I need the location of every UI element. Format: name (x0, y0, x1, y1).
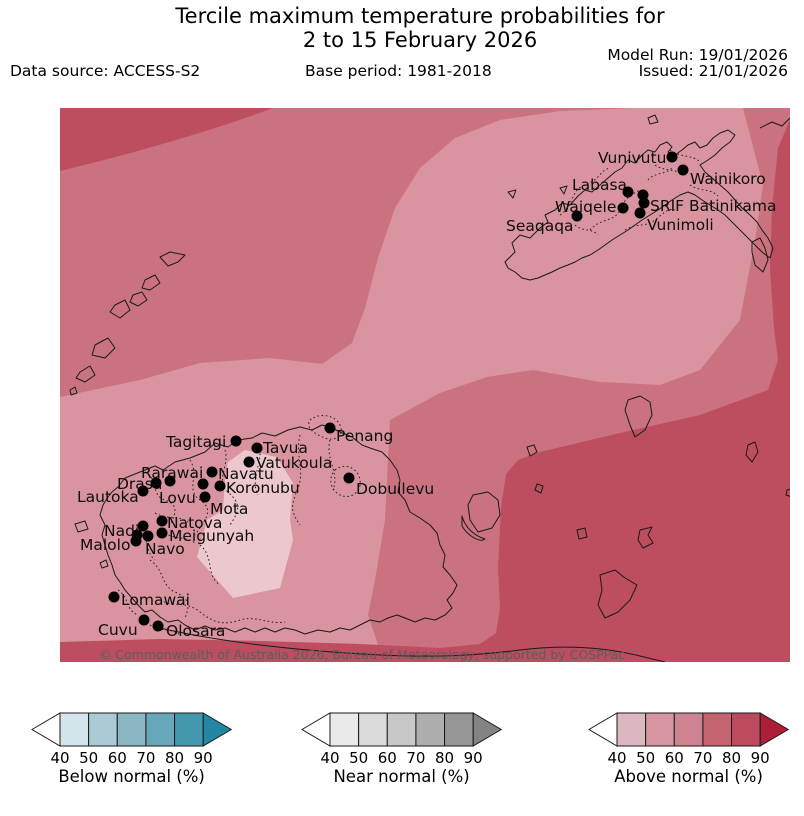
place-label: SRIF Batinikama (650, 197, 777, 215)
place-marker (139, 615, 150, 626)
legend-tick-label: 90 (750, 749, 770, 767)
place-marker (157, 516, 168, 527)
legend-arrow-right (203, 713, 231, 746)
legend-tick-label: 70 (406, 749, 426, 767)
place-label: Olosara (166, 622, 226, 640)
place-label: Penang (336, 427, 394, 445)
place-label: Meigunyah (169, 527, 255, 545)
place-label: Labasa (572, 176, 628, 194)
legend (32, 713, 231, 786)
place-marker (157, 528, 168, 539)
place-label: Mota (210, 500, 249, 518)
place-marker (207, 467, 218, 478)
legend-tick-label: 60 (107, 749, 127, 767)
legend (589, 713, 788, 786)
legend-segment (674, 713, 703, 746)
legend (302, 713, 501, 786)
legend-segment (175, 713, 204, 746)
place-label: Cuvu (98, 621, 138, 639)
legend-tick-label: 40 (320, 749, 340, 767)
place-label: Vatukoula (256, 454, 333, 472)
legend-segment (89, 713, 118, 746)
legend-arrow-left (32, 713, 60, 746)
legend-segment (330, 713, 359, 746)
probability-legends (0, 662, 804, 816)
place-label: Wainikoro (690, 170, 766, 188)
place-label: Waiqele (555, 198, 617, 216)
legend-arrow-left (589, 713, 617, 746)
place-label: Lomawai (121, 591, 190, 609)
copyright-notice: © Commonwealth of Australia 2026, Bureau of Meteorology, supported by COSPPac (98, 647, 626, 662)
place-marker (200, 492, 211, 503)
place-label: Malolo (80, 536, 131, 554)
legend-tick-label: 90 (193, 749, 213, 767)
place-label: Dobuilevu (356, 480, 435, 498)
legend-segment (387, 713, 416, 746)
place-label: Tagitagi (166, 433, 227, 451)
legend-tick-label: 80 (722, 749, 742, 767)
place-marker (618, 203, 629, 214)
legend-segment (60, 713, 89, 746)
title-line-2: 2 to 15 February 2026 (302, 28, 538, 52)
legend-segment (445, 713, 474, 746)
place-label: Vunimoli (647, 216, 714, 234)
place-label: Lautoka (77, 488, 139, 506)
base-period-label: Base period: 1981-2018 (305, 62, 492, 80)
legend-caption: Below normal (%) (58, 767, 205, 786)
probability-map (60, 108, 790, 662)
legend-arrow-right (473, 713, 501, 746)
legend-arrow-left (302, 713, 330, 746)
legend-caption: Above normal (%) (614, 767, 763, 786)
legend-tick-label: 40 (50, 749, 70, 767)
model-run-label: Model Run: 19/01/2026 (607, 46, 788, 64)
place-label: Lovu (159, 489, 196, 507)
map-canvas (60, 108, 790, 662)
place-label: Navatu (218, 465, 274, 483)
place-label: Nadi (104, 522, 140, 540)
legend-caption: Near normal (%) (333, 767, 470, 786)
place-label: Rarawai (141, 464, 204, 482)
place-marker (109, 592, 120, 603)
place-label: Tavua (263, 439, 308, 457)
legend-segment (146, 713, 175, 746)
legend-tick-label: 60 (664, 749, 684, 767)
legend-segment (732, 713, 761, 746)
place-marker (667, 152, 678, 163)
place-label: Natova (167, 514, 223, 532)
place-label: Navo (145, 540, 185, 558)
issued-label: Issued: 21/01/2026 (638, 62, 788, 80)
legend-tick-label: 70 (693, 749, 713, 767)
place-label: Seaqaqa (506, 217, 574, 235)
legend-tick-label: 70 (136, 749, 156, 767)
place-marker (678, 165, 689, 176)
legend-segment (703, 713, 732, 746)
legend-segment (117, 713, 146, 746)
place-marker (153, 621, 164, 632)
place-label: Koronubu (226, 479, 300, 497)
legend-tick-label: 50 (636, 749, 656, 767)
place-marker (325, 423, 336, 434)
legend-tick-label: 80 (435, 749, 455, 767)
legend-segment (359, 713, 388, 746)
legend-tick-label: 50 (79, 749, 99, 767)
place-marker (231, 436, 242, 447)
place-marker (639, 198, 650, 209)
legend-segment (416, 713, 445, 746)
place-marker (344, 473, 355, 484)
legend-tick-label: 60 (377, 749, 397, 767)
legend-tick-label: 40 (607, 749, 627, 767)
place-label: Drasa (117, 475, 163, 493)
legend-segment (617, 713, 646, 746)
legend-tick-label: 80 (165, 749, 185, 767)
legend-segment (646, 713, 675, 746)
page-title (175, 4, 664, 52)
legend-tick-label: 90 (463, 749, 483, 767)
place-marker (252, 443, 263, 454)
title-line-1: Tercile maximum temperature probabilities for (175, 4, 665, 28)
place-label: Vunivutu (598, 149, 667, 167)
data-source-label: Data source: ACCESS-S2 (10, 62, 201, 80)
legend-tick-label: 50 (349, 749, 369, 767)
legend-arrow-right (760, 713, 788, 746)
place-marker (635, 208, 646, 219)
